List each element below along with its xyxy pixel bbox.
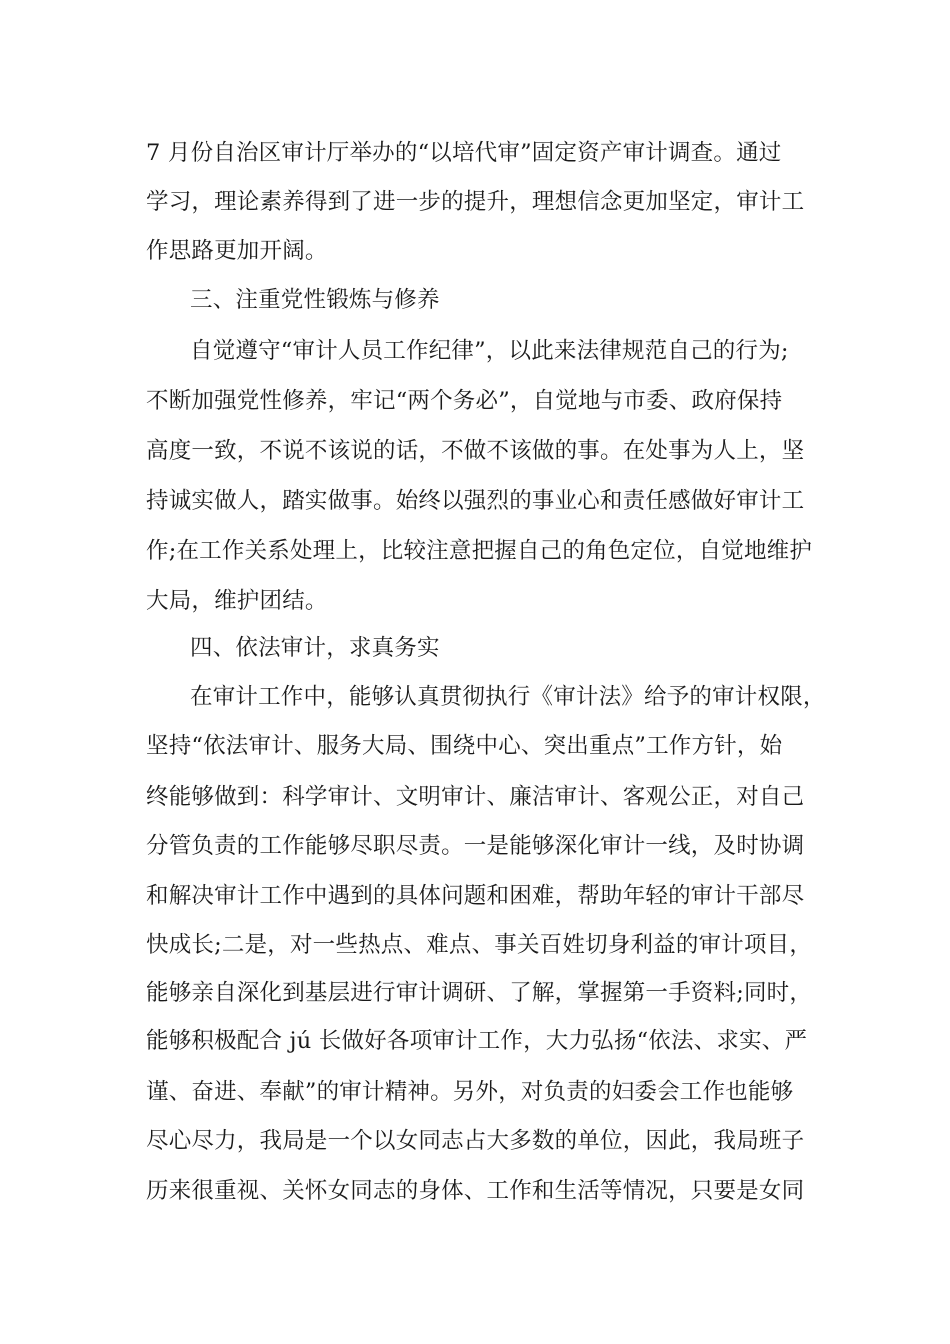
text-line: 能够亲自深化到基层进行审计调研、了解，掌握第一手资料;同时， [146,980,813,1006]
text-line: 终能够做到：科学审计、文明审计、廉洁审计、客观公正，对自己 [146,784,805,810]
text-line: 历来很重视、关怀女同志的身体、工作和生活等情况，只要是女同 [146,1178,805,1204]
text-line: 作思路更加开阔。 [146,238,328,264]
text-line: 能够积极配合 jú 长做好各项审计工作，大力弘扬“依法、求实、严 [146,1028,808,1054]
section-heading: 三、注重党性锻炼与修养 [190,287,440,313]
text-line: 尽心尽力，我局是一个以女同志占大多数的单位，因此，我局班子 [146,1128,805,1154]
text-line: 分管负责的工作能够尽职尽责。一是能够深化审计一线，及时协调 [146,833,805,859]
text-line: 坚持“依法审计、服务大局、围绕中心、突出重点”工作方针，始 [146,733,783,759]
text-line: 快成长;二是，对一些热点、难点、事关百姓切身利益的审计项目， [146,932,813,958]
text-line: 作;在工作关系处理上，比较注意把握自己的角色定位，自觉地维护 [146,538,813,564]
text-line: 不断加强党性修养，牢记“两个务必”，自觉地与市委、政府保持 [146,388,783,414]
text-line: 谨、奋进、奉献”的审计精神。另外，对负责的妇委会工作也能够 [146,1079,794,1105]
text-line: 和解决审计工作中遇到的具体问题和困难，帮助年轻的审计干部尽 [146,883,805,909]
text-line: 高度一致，不说不该说的话，不做不该做的事。在处事为人上，坚 [146,438,805,464]
text-line: 学习，理论素养得到了进一步的提升，理想信念更加坚定，审计工 [146,189,805,215]
text-line: 持诚实做人，踏实做事。始终以强烈的事业心和责任感做好审计工 [146,488,805,514]
text-line: 7 月份自治区审计厅举办的“以培代审”固定资产审计调查。通过 [146,140,782,166]
text-line: 在审计工作中，能够认真贯彻执行《审计法》给予的审计权限， [190,684,826,710]
text-line: 大局，维护团结。 [146,588,328,614]
section-heading: 四、依法审计，求真务实 [190,635,440,661]
text-line: 自觉遵守“审计人员工作纪律”，以此来法律规范自己的行为; [190,338,789,364]
